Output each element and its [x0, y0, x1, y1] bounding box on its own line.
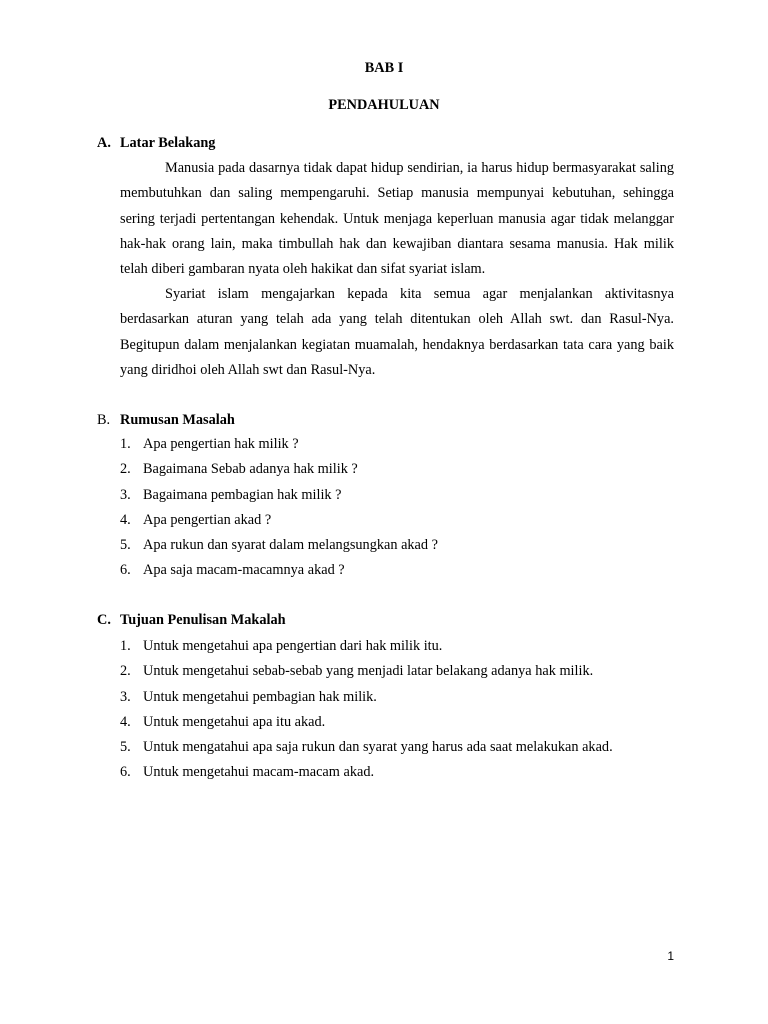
paragraph-latar-belakang-2: Syariat islam mengajarkan kepada kita semua agar menjalankan aktivitasnya berdasarkan aturan yang telah ada yang telah ditentukan oleh Allah swt. dan Rasul-Nya. Begitupun dalam menjalankan kegiatan muamalah, hendaknya berdasarkan tata cara yang baik yang diridhoi oleh Allah swt dan Rasul-Nya. — [120, 286, 674, 378]
item-number: 4. — [120, 511, 131, 528]
item-text: Apa pengertian hak milik ? — [143, 436, 299, 452]
tujuan-penulisan-list — [120, 634, 613, 786]
item-number: 5. — [120, 537, 131, 554]
page-number: 1 — [667, 949, 674, 963]
section-title: Latar Belakang — [120, 135, 216, 151]
list-item — [120, 457, 438, 482]
section-title: Tujuan Penulisan Makalah — [120, 612, 286, 628]
list-item — [120, 558, 438, 583]
item-number: 4. — [120, 713, 131, 730]
list-item — [120, 735, 613, 760]
rumusan-masalah-list — [120, 432, 438, 584]
item-number: 6. — [120, 562, 131, 579]
item-text: Bagaimana pembagian hak milik ? — [143, 486, 342, 503]
chapter-title: PENDAHULUAN — [328, 97, 440, 113]
section-heading-latar-belakang — [97, 135, 215, 152]
section-marker: A. — [97, 135, 111, 151]
chapter-number: BAB I — [364, 60, 404, 76]
list-item — [120, 659, 613, 684]
list-item — [120, 710, 613, 735]
section-heading-rumusan-masalah — [97, 412, 235, 429]
list-item — [120, 634, 613, 659]
item-text: Apa saja macam-macamnya akad ? — [143, 562, 345, 579]
list-item — [120, 760, 613, 785]
item-number: 3. — [120, 688, 131, 705]
section-marker: B. — [97, 412, 111, 428]
item-text: Untuk mengetahui pembagian hak milik. — [143, 688, 377, 705]
item-text: Untuk mengetahui sebab-sebab yang menjadi latar belakang adanya hak milik. — [143, 663, 594, 680]
item-number: 2. — [120, 663, 131, 680]
item-number: 3. — [120, 486, 131, 503]
item-text: Untuk mengetahui macam-macam akad. — [143, 764, 375, 781]
item-text: Apa rukun dan syarat dalam melangsungkan akad ? — [143, 537, 438, 554]
item-number: 1. — [120, 436, 131, 452]
section-marker: C. — [97, 612, 111, 628]
list-item — [120, 685, 613, 710]
list-item — [120, 432, 438, 457]
list-item — [120, 483, 438, 508]
item-text: Apa pengertian akad ? — [143, 511, 272, 528]
section-title: Rumusan Masalah — [120, 412, 235, 428]
item-text: Untuk mengetahui apa itu akad. — [143, 713, 326, 730]
section-heading-tujuan-penulisan — [97, 612, 286, 629]
item-text: Untuk mengatahui apa saja rukun dan syarat yang harus ada saat melakukan akad. — [143, 739, 613, 756]
item-number: 2. — [120, 461, 131, 478]
list-item — [120, 508, 438, 533]
paragraph-latar-belakang-1: Manusia pada dasarnya tidak dapat hidup sendirian, ia harus hidup bermasyarakat saling membutuhkan dan saling mempengaruhi. Setiap manusia mempunyai kebutuhan, sehingga sering terjadi pertentangan kehendak. Untuk menjaga keperluan manusia agar tidak melanggar hak-hak orang lain, maka timbullah hak dan kewajiban diantara sesama manusia. Hak milik telah diberi gambaran nyata oleh hakikat dan sifat syariat islam. — [120, 160, 674, 278]
item-number: 6. — [120, 764, 131, 781]
item-number: 5. — [120, 739, 131, 756]
item-number: 1. — [120, 638, 131, 654]
item-text: Untuk mengetahui apa pengertian dari hak milik itu. — [143, 638, 443, 654]
item-text: Bagaimana Sebab adanya hak milik ? — [143, 461, 358, 478]
list-item — [120, 533, 438, 558]
